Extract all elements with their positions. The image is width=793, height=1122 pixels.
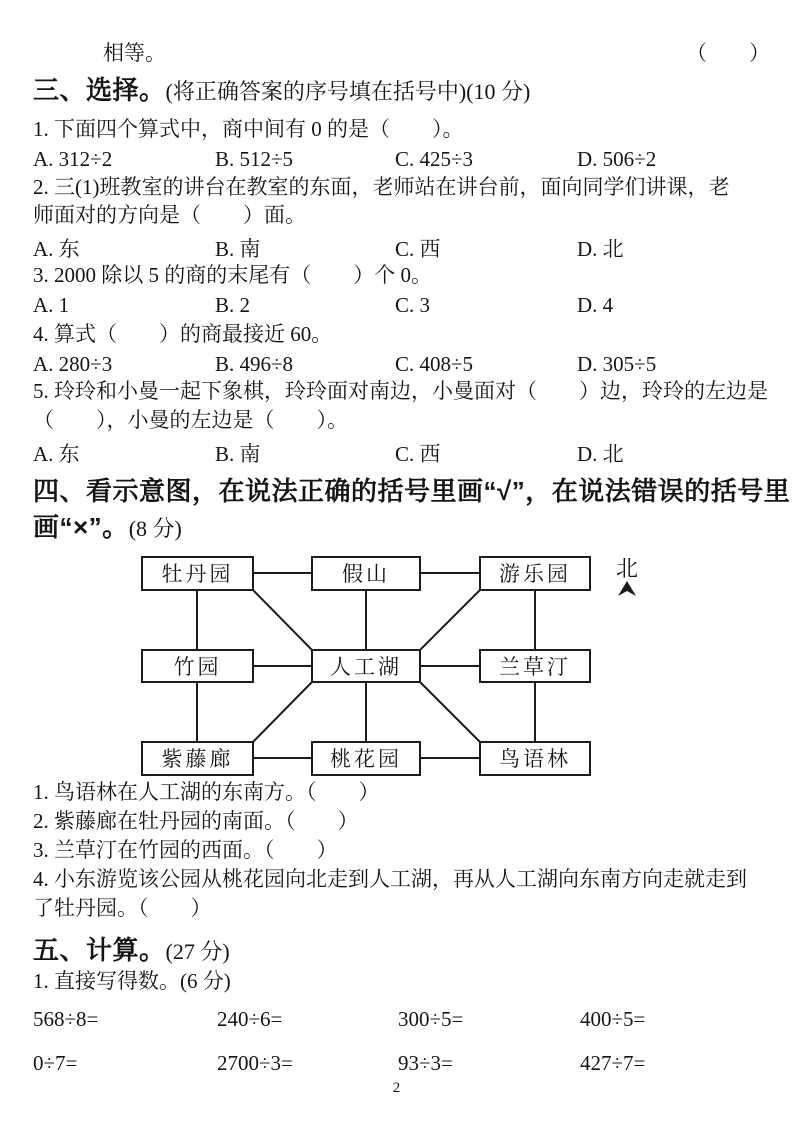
question5-text-line2: （ ），小曼的左边是（ ）。 — [33, 408, 348, 432]
calc-row-2 — [0, 1051, 793, 1077]
question3-text: 3. 2000 除以 5 的商的末尾有（ ）个 0。 — [33, 263, 432, 287]
north-label: 北 — [615, 556, 639, 581]
calc-problem: 2700÷3= — [217, 1051, 293, 1075]
option-b: B. 2 — [215, 293, 251, 317]
calc-problem: 0÷7= — [33, 1051, 78, 1075]
north-arrow-icon — [618, 581, 636, 596]
option-a: A. 东 — [33, 442, 80, 466]
option-a: A. 1 — [33, 293, 70, 317]
diagram-node-label: 桃花园 — [330, 747, 402, 771]
connector-line — [420, 682, 480, 742]
diagram-node-label: 牡丹园 — [161, 562, 234, 586]
page-number: 2 — [392, 1080, 401, 1096]
section5-subtitle: 1. 直接写得数。(6 分) — [33, 969, 231, 993]
diagram-node-label: 鸟语林 — [499, 747, 571, 771]
option-b: B. 南 — [215, 237, 261, 261]
section4-heading-line2-bold: 画“×”。 — [33, 512, 129, 542]
section5-heading-note: (27 分) — [165, 939, 230, 964]
section3-heading-title: 三、选择。 — [33, 75, 166, 105]
question4-text: 4. 算式（ ）的商最接近 60。 — [33, 322, 333, 346]
option-d: D. 北 — [577, 442, 624, 466]
connector-line — [253, 682, 312, 742]
question1-options — [0, 147, 793, 173]
calc-problem: 400÷5= — [580, 1007, 646, 1031]
option-d: D. 4 — [577, 293, 614, 317]
diagram-node-label: 竹园 — [173, 655, 222, 679]
question5-options — [0, 438, 793, 464]
intro-answer-bracket: （ ） — [686, 41, 770, 65]
intro-statement: 相等。 — [103, 41, 166, 65]
calc-problem: 568÷8= — [33, 1007, 99, 1031]
calc-problem: 300÷5= — [398, 1007, 464, 1031]
option-c: C. 425÷3 — [395, 147, 474, 171]
statement1-text: 1. 鸟语林在人工湖的东南方。（ ） — [33, 780, 380, 804]
question1-text: 1. 下面四个算式中，商中间有 0 的是（ ）。 — [33, 117, 464, 141]
option-a: A. 280÷3 — [33, 352, 113, 376]
diagram-node-label: 紫藤廊 — [161, 747, 234, 771]
statement4-text-line1: 4. 小东游览该公园从桃花园向北走到人工湖，再从人工湖向东南方向走就走到 — [33, 867, 747, 891]
option-c: C. 3 — [395, 293, 431, 317]
question4-options — [0, 352, 793, 378]
diagram-node-label: 假山 — [342, 562, 390, 586]
section5-heading-title: 五、计算。 — [33, 935, 166, 965]
question5-text-line1: 5. 玲玲和小曼一起下象棋，玲玲面对南边，小曼面对（ ）边，玲玲的左边是 — [33, 379, 768, 403]
option-b: B. 南 — [215, 442, 261, 466]
diagram-node-label: 游乐园 — [499, 562, 571, 586]
option-a: A. 东 — [33, 237, 80, 261]
option-a: A. 312÷2 — [33, 147, 113, 171]
section5-heading — [33, 936, 230, 965]
section3-heading — [33, 76, 530, 105]
calc-row-1 — [0, 1007, 793, 1033]
park-map-diagram — [135, 550, 655, 793]
section4-heading-line2 — [33, 513, 182, 542]
option-d: D. 305÷5 — [577, 352, 657, 376]
question3-options — [0, 293, 793, 319]
section4-heading-line2-note: (8 分) — [128, 516, 182, 541]
question2-text-line1: 2. 三(1)班教室的讲台在教室的东面，老师站在讲台前，面向同学们讲课，老 — [33, 175, 730, 199]
diagram-node-label: 兰草汀 — [499, 655, 571, 679]
connector-line — [253, 590, 312, 650]
option-d: D. 北 — [577, 237, 624, 261]
section4-heading-line1: 四、看示意图，在说法正确的括号里画“√”，在说法错误的括号里 — [33, 476, 791, 506]
statement3-text: 3. 兰草汀在竹园的西面。（ ） — [33, 838, 338, 862]
calc-problem: 240÷6= — [217, 1007, 283, 1031]
option-c: C. 西 — [395, 237, 441, 261]
statement2-text: 2. 紫藤廊在牡丹园的南面。（ ） — [33, 809, 359, 833]
calc-problem: 93÷3= — [398, 1051, 453, 1075]
connector-line — [420, 590, 480, 650]
diagram-node-label: 人工湖 — [330, 655, 402, 679]
question2-options — [0, 233, 793, 259]
option-b: B. 512÷5 — [215, 147, 294, 171]
option-c: C. 408÷5 — [395, 352, 474, 376]
north-indicator — [616, 556, 638, 596]
statement4-text-line2: 了牡丹园。（ ） — [33, 896, 212, 920]
calc-problem: 427÷7= — [580, 1051, 646, 1075]
option-c: C. 西 — [395, 442, 441, 466]
option-d: D. 506÷2 — [577, 147, 657, 171]
section3-heading-note: (将正确答案的序号填在括号中)(10 分) — [165, 79, 531, 104]
question2-text-line2: 师面对的方向是（ ）面。 — [33, 203, 306, 227]
option-b: B. 496÷8 — [215, 352, 294, 376]
